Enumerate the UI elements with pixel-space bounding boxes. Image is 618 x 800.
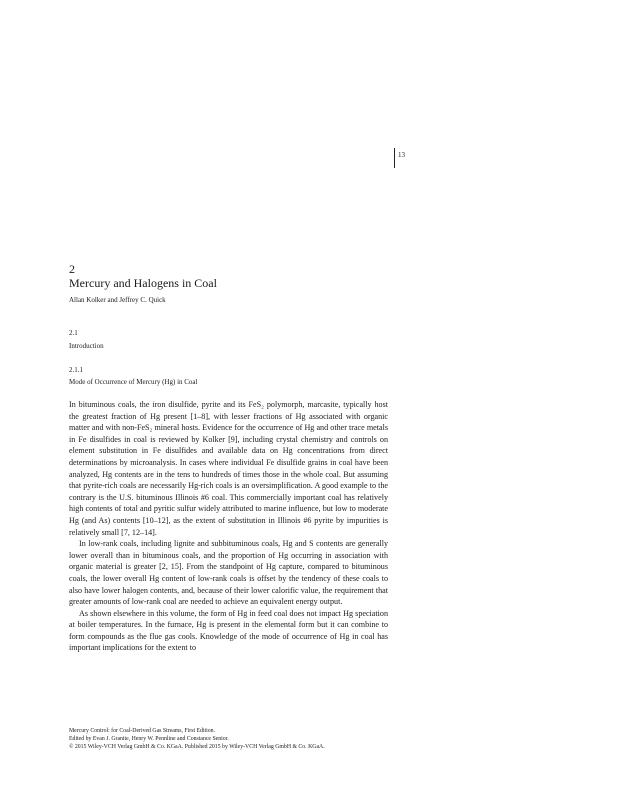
chapter-title: Mercury and Halogens in Coal [69, 276, 217, 290]
page-number: 13 [398, 151, 405, 159]
paragraph: As shown elsewhere in this volume, the form of Hg in feed coal does not impact Hg speciation at boiler temperatures. In the furnace, Hg is present in the elemental form but it can combine to form compounds as the flue gas cools. Knowledge of the mode of occurrence of Hg in coal has important implications for the extent to [69, 608, 388, 653]
paragraph: In bituminous coals, the iron disulfide, pyrite and its FeS₂ polymorph, marcasite, typically host the greatest fraction of Hg present [1–8], with lesser fractions of Hg associated with organic matter and with non-FeS₂ mineral hosts. Evidence for the occurrence of Hg and other trace metals in Fe disulfides in coal is reviewed by Kolker [9], including crystal chemistry and controls on element substitution in Fe disulfides and available data on Hg concentrations from direct determinations by microanalysis. In cases where individual Fe disulfide grains in coal have been analyzed, Hg contents are in the tens to hundreds of times those in the whole coal. But assuming that pyrite-rich coals are necessarily Hg-rich coals is an oversimplification. A good example to the contrary is the U.S. bituminous Illinois #6 coal. This commercially important coal has relatively high contents of total and pyritic sulfur widely attributed to marine influence, but low to moderate Hg (and As) contents [10–12], as the extent of substitution in Illinois #6 pyrite by impurities is relatively small [7, 12–14]. [69, 400, 388, 537]
footer-line: © 2015 Wiley-VCH Verlag GmbH & Co. KGaA. Published 2015 by Wiley-VCH Verlag GmbH & Co. KGaA. [69, 744, 325, 750]
body-text [69, 399, 388, 654]
subsection-title: Mode of Occurrence of Mercury (Hg) in Coal [69, 378, 198, 386]
copyright-footer [69, 727, 325, 751]
chapter-authors: Allan Kolker and Jeffrey C. Quick [69, 296, 166, 304]
footer-line: Mercury Control: for Coal-Derived Gas Streams, First Edition. [69, 728, 216, 734]
footer-line: Edited by Evan J. Granite, Henry W. Pennline and Constance Senior. [69, 736, 229, 742]
section-number: 2.1 [69, 329, 78, 337]
subsection-number: 2.1.1 [69, 366, 83, 374]
page-number-rule [394, 148, 395, 168]
paragraph: In low-rank coals, including lignite and subbituminous coals, Hg and S contents are generally lower overall than in bituminous coals, and the proportion of Hg occurring in association with organic material is greater [2, 15]. From the standpoint of Hg capture, compared to bituminous coals, the lower overall Hg content of low-rank coals is offset by the tendency of these coals to also have lower halogen contents, and, because of their lower calorific value, the requirement that greater amounts of low-rank coal are needed to achieve an equivalent energy output. [69, 539, 388, 607]
chapter-number: 2 [69, 262, 75, 276]
section-title: Introduction [69, 342, 104, 350]
